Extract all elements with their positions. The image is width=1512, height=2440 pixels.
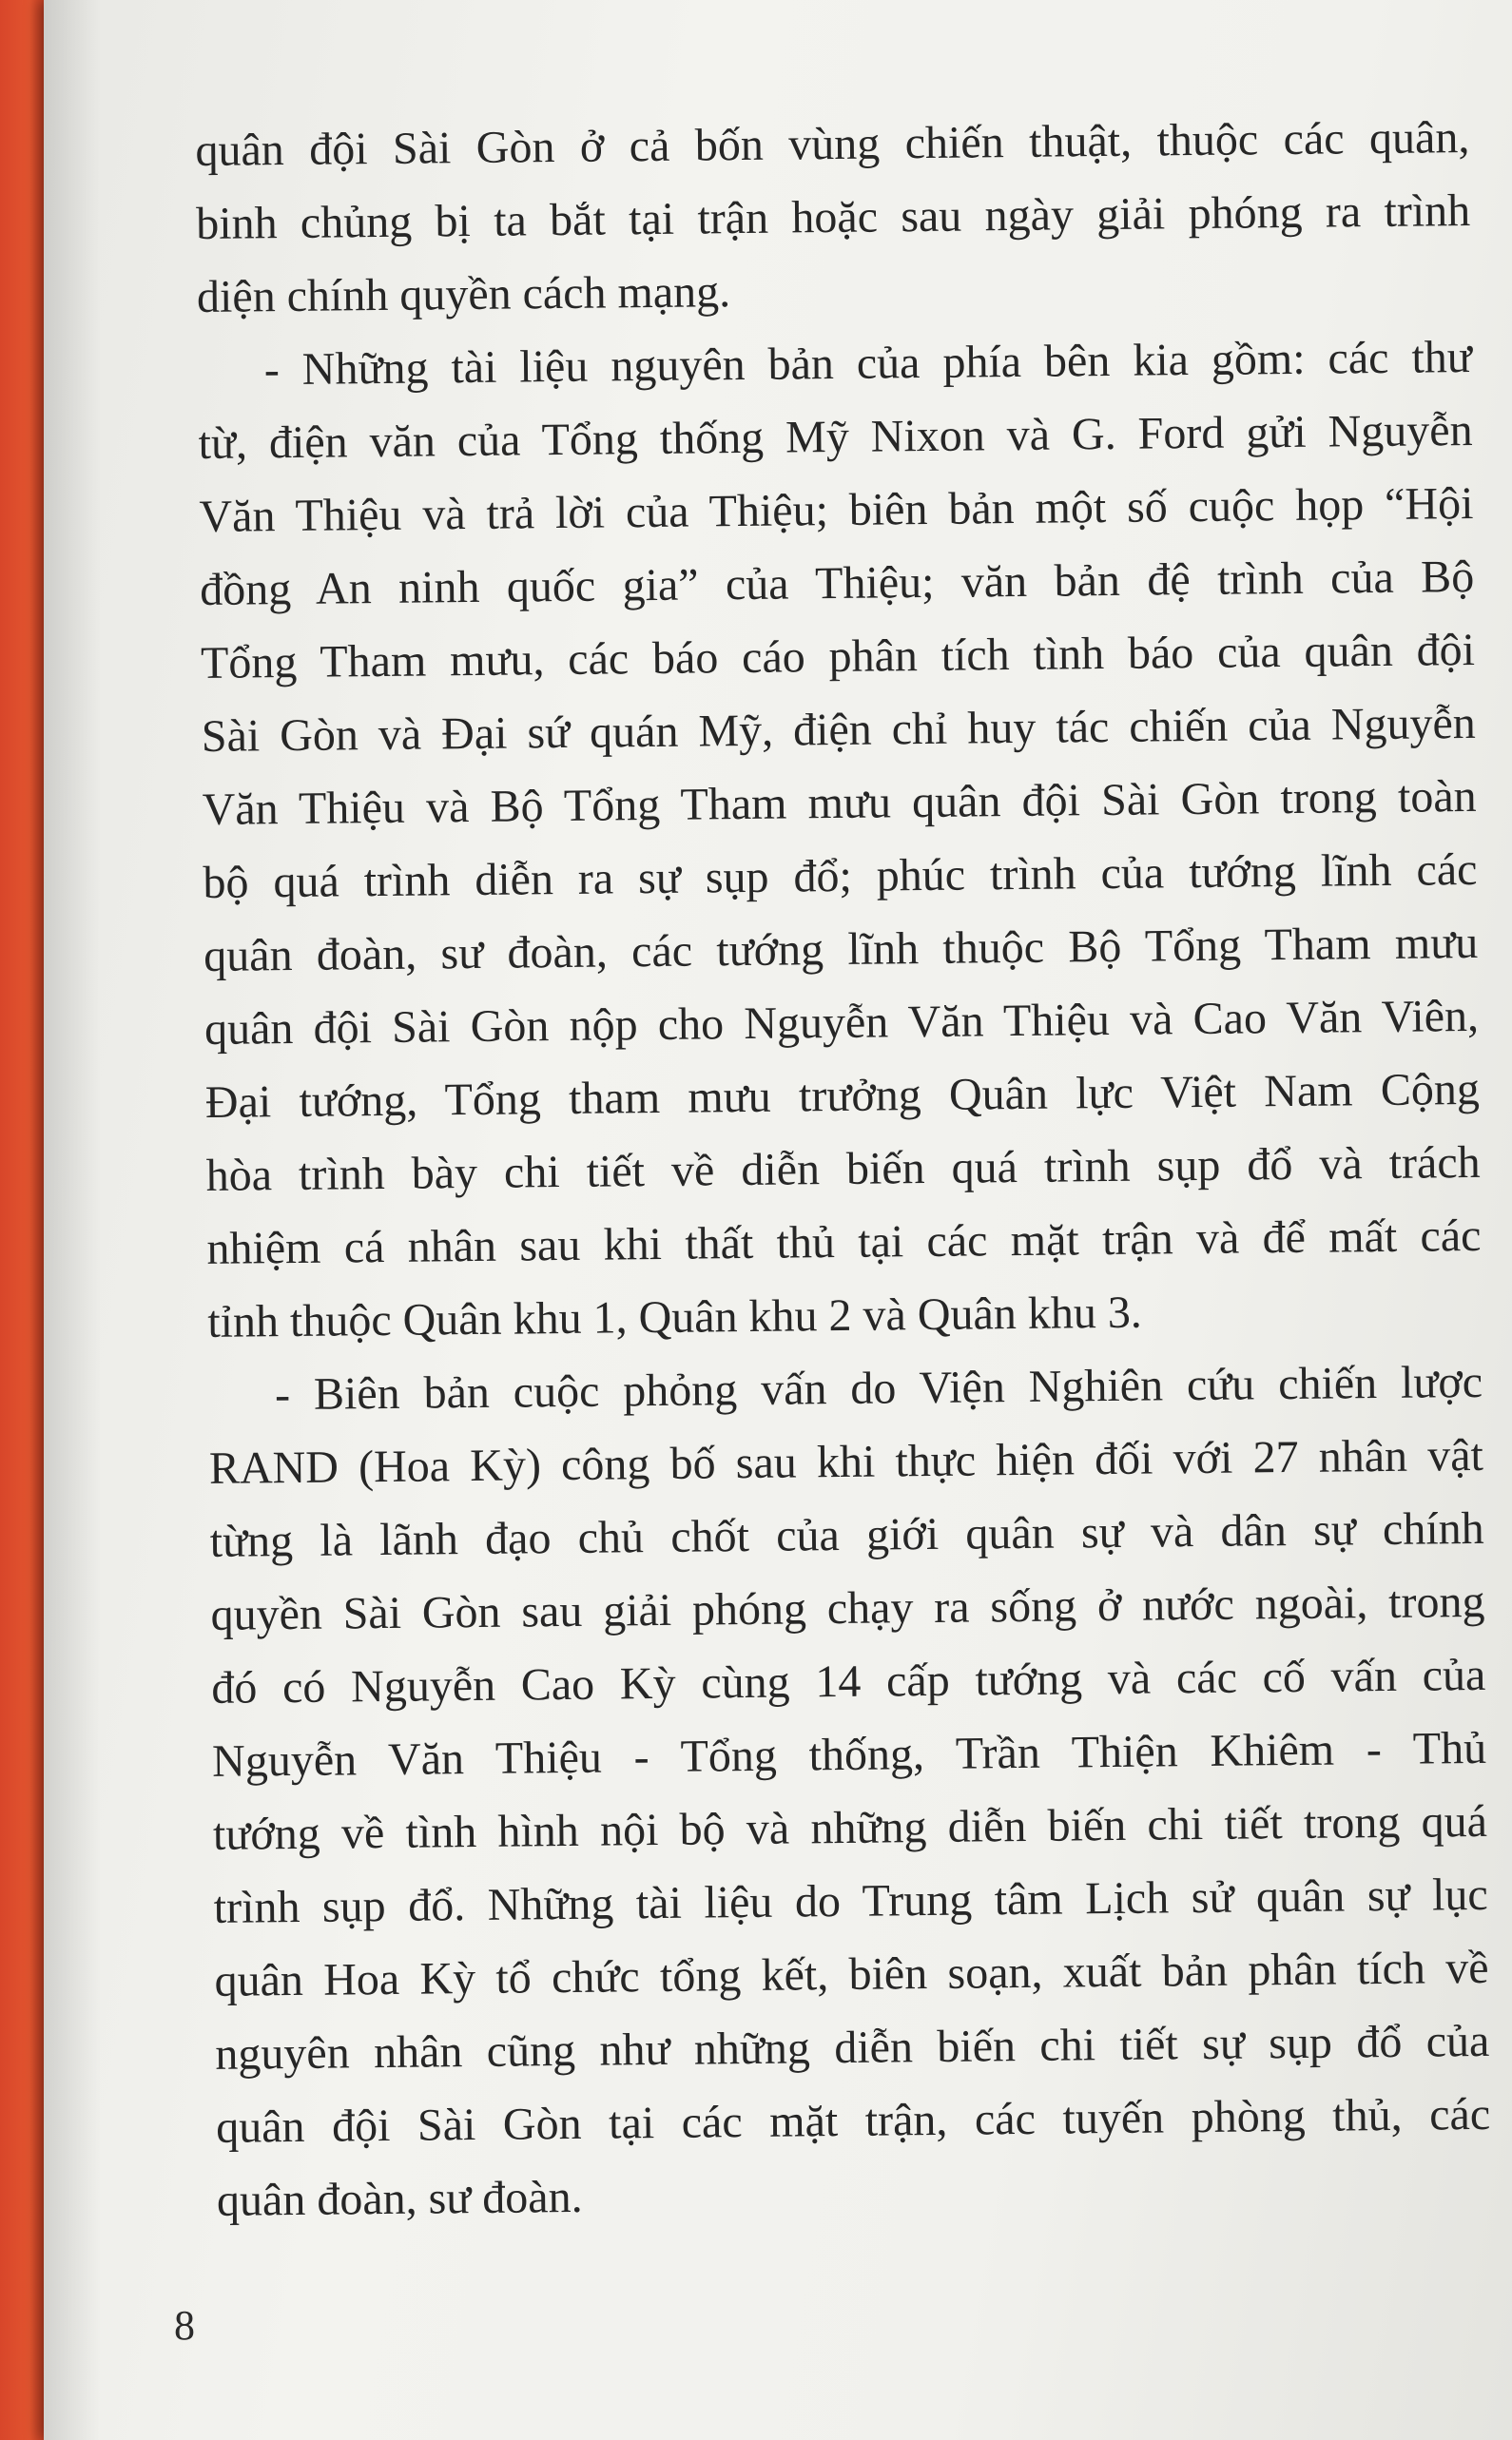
text-line: trình sụp đổ. Những tài liệu do Trung tâm Lịch sử quân sự lục bbox=[213, 1869, 1488, 1933]
page-gutter-shadow bbox=[44, 0, 101, 2440]
text-line: Đại tướng, Tổng tham mưu trưởng Quân lực Việt Nam Cộng bbox=[204, 1063, 1481, 1128]
text-line: - Biên bản cuộc phỏng vấn do Viện Nghiên cứu chiến lược bbox=[274, 1356, 1483, 1421]
text-line: Nguyễn Văn Thiệu - Tổng thống, Trần Thiện Khiêm - Thủ bbox=[211, 1722, 1487, 1787]
text-line: từ, điện văn của Tổng thống Mỹ Nixon và G. Ford gửi Nguyễn bbox=[198, 404, 1473, 469]
text-line: quân đoàn, sư đoàn, các tướng lĩnh thuộc Bộ Tổng Tham mưu bbox=[203, 917, 1479, 981]
text-line: Văn Thiệu và trả lời của Thiệu; biên bản một số cuộc họp “Hội bbox=[199, 477, 1474, 542]
text-line: bộ quá trình diễn ra sự sụp đổ; phúc trình của tướng lĩnh các bbox=[203, 843, 1478, 908]
text-line: đó có Nguyễn Cao Kỳ cùng 14 cấp tướng và các cố vấn của bbox=[211, 1649, 1486, 1714]
text-line: đồng An ninh quốc gia” của Thiệu; văn bản đệ trình của Bộ bbox=[199, 551, 1475, 615]
text-line: quân đoàn, sư đoàn. bbox=[216, 2171, 583, 2226]
text-line: từng là lãnh đạo chủ chốt của giới quân sự và dân sự chính bbox=[209, 1502, 1484, 1567]
page-body-text bbox=[195, 101, 1491, 2237]
text-line: RAND (Hoa Kỳ) công bố sau khi thực hiện đối với 27 nhân vật bbox=[208, 1429, 1484, 1494]
text-line: Văn Thiệu và Bộ Tổng Tham mưu quân đội Sài Gòn trong toàn bbox=[202, 770, 1477, 835]
text-line: binh chủng bị ta bắt tại trận hoặc sau ngày giải phóng ra trình bbox=[195, 184, 1471, 249]
book-cover-edge bbox=[0, 0, 49, 2440]
text-line: tướng về tình hình nội bộ và những diễn biến chi tiết trong quá bbox=[212, 1795, 1488, 1860]
text-line: quyền Sài Gòn sau giải phóng chạy ra sống ở nước ngoài, trong bbox=[210, 1576, 1485, 1640]
text-line: quân Hoa Kỳ tổ chức tổng kết, biên soạn, xuất bản phân tích về bbox=[214, 1942, 1489, 2006]
text-line: diện chính quyền cách mạng. bbox=[196, 266, 731, 322]
text-line: nguyên nhân cũng như những diễn biến chi tiết sự sụp đổ của bbox=[215, 2015, 1490, 2080]
text-line: quân đội Sài Gòn ở cả bốn vùng chiến thuật, thuộc các quân, bbox=[195, 111, 1470, 176]
text-line: quân đội Sài Gòn nộp cho Nguyễn Văn Thiệu và Cao Văn Viên, bbox=[204, 990, 1480, 1055]
text-line: Sài Gòn và Đại sứ quán Mỹ, điện chỉ huy tác chiến của Nguyễn bbox=[201, 697, 1477, 762]
text-line: nhiệm cá nhân sau khi thất thủ tại các mặt trận và để mất các bbox=[206, 1210, 1482, 1274]
text-line: quân đội Sài Gòn tại các mặt trận, các tuyến phòng thủ, các bbox=[215, 2088, 1491, 2153]
text-line: hòa trình bày chi tiết về diễn biến quá trình sụp đổ và trách bbox=[205, 1136, 1481, 1201]
text-line: - Những tài liệu nguyên bản của phía bên kia gồm: các thư bbox=[263, 331, 1473, 396]
text-line: tỉnh thuộc Quân khu 1, Quân khu 2 và Quân khu 3. bbox=[207, 1287, 1143, 1347]
text-line: Tổng Tham mưu, các báo cáo phân tích tình báo của quân đội bbox=[200, 624, 1476, 688]
page-number: 8 bbox=[174, 2302, 195, 2349]
